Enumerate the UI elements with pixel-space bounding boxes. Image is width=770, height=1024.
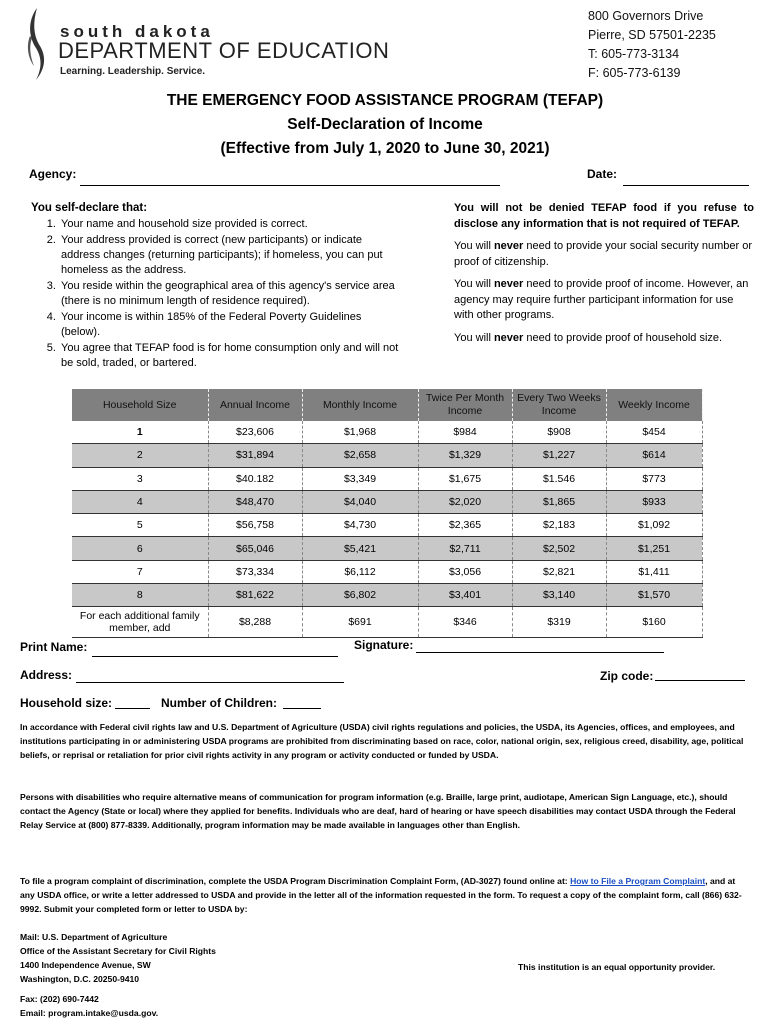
table-row: 2 $31,894 $2,658 $1,329 $1,227 $614 xyxy=(72,444,702,467)
rights-ssn: You will never need to provide your social security number or proof of citizenship. xyxy=(454,240,752,268)
effective-dates: (Effective from July 1, 2020 to June 30, 2021) xyxy=(220,140,550,157)
nondiscrimination-statement: In accordance with Federal civil rights law and U.S. Department of Agriculture (USDA) civil rights regulations and policies, the USDA, its Agencies, offices, and employees, and institutions participating in or administering USDA programs are prohibited from discriminating based on race, color, national origin, sex, religious creed, disability, age, political beliefs, or reprisal or retaliation for prior civil rights activity in any program or activity conducted or funded by USDA. xyxy=(20,722,744,760)
signature-label: Signature: xyxy=(354,638,414,652)
equal-opportunity-statement: This institution is an equal opportunity provider. xyxy=(518,962,716,972)
col-annual: Annual Income xyxy=(208,389,302,421)
declaration-item-1: 1. Your name and household size provided is correct. xyxy=(59,217,401,232)
logo-line1: south dakota xyxy=(60,22,214,41)
self-declaration xyxy=(31,201,401,372)
income-guidelines-table xyxy=(72,389,703,638)
table-row: 7 $73,334 $6,112 $3,056 $2,821 $1,411 xyxy=(72,560,702,583)
rights-refusal: You will not be denied TEFAP food if you refuse to disclose any information that is not required of TEFAP. xyxy=(454,202,754,230)
print-name-label: Print Name: xyxy=(20,640,88,654)
complaint-form-link[interactable]: How to File a Program Complaint xyxy=(570,876,706,886)
table-row: 6 $65,046 $5,421 $2,711 $2,502 $1,251 xyxy=(72,537,702,560)
table-row: 8 $81,622 $6,802 $3,401 $3,140 $1,570 xyxy=(72,584,702,607)
office-address xyxy=(588,7,716,83)
agency-field[interactable] xyxy=(80,185,500,186)
address-fax: F: 605-773-6139 xyxy=(588,66,681,80)
table-row: 4 $48,470 $4,040 $2,020 $1,865 $933 xyxy=(72,490,702,513)
household-size-label: Household size: xyxy=(20,696,113,710)
participant-rights xyxy=(454,201,754,353)
zip-label: Zip code: xyxy=(600,669,654,683)
children-label: Number of Children: xyxy=(161,696,277,710)
col-weekly: Weekly Income xyxy=(606,389,702,421)
address-city: Pierre, SD 57501-2235 xyxy=(588,28,716,42)
address-street: 800 Governors Drive xyxy=(588,9,704,23)
date-label: Date: xyxy=(587,167,618,181)
usda-fax: Fax: (202) 690-7442 xyxy=(20,994,99,1004)
declaration-item-2: 2. Your address provided is correct (new participants) or indicate address changes (returning participants); if homeless, you can put homeless as the address. xyxy=(59,233,401,278)
table-row: 5 $56,758 $4,730 $2,365 $2,183 $1,092 xyxy=(72,514,702,537)
usda-mailing-address: Mail: U.S. Department of Agriculture Office of the Assistant Secretary for Civil Rights 1400 Independence Avenue, SW Washington, D.C. 20250-9410 xyxy=(20,932,216,984)
zip-field[interactable] xyxy=(655,680,745,681)
date-field[interactable] xyxy=(623,185,749,186)
table-row: For each additional family member, add $8,288 $691 $346 $319 $160 xyxy=(72,607,702,638)
address-phone: T: 605-773-3134 xyxy=(588,47,680,61)
declaration-heading: You self-declare that: xyxy=(31,202,148,214)
address-field[interactable] xyxy=(76,682,344,683)
rights-income: You will never need to provide proof of income. However, an agency may require further participant information for use with other programs. xyxy=(454,278,749,321)
household-size-field[interactable] xyxy=(115,708,150,709)
signature-field[interactable] xyxy=(416,652,664,653)
declaration-item-3: 3. You reside within the geographical area of this agency's service area (there is no minimum length of residence required). xyxy=(59,279,401,309)
declaration-item-4: 4. Your income is within 185% of the Federal Poverty Guidelines (below). xyxy=(59,310,401,340)
complaint-instructions: To file a program complaint of discrimination, complete the USDA Program Discrimination Complaint Form, (AD-3027) found online at: How to File a Program Complaint, and at any USDA office, or write a letter addressed to USDA and provide in the letter all of the information requested in the form. To request a copy of the complaint form, call (866) 632-9992. Submit your completed form or letter to USDA by: xyxy=(20,876,742,914)
form-title: Self-Declaration of Income xyxy=(287,116,483,133)
table-row: 1 $23,606 $1,968 $984 $908 $454 xyxy=(72,421,702,444)
print-name-field[interactable] xyxy=(92,656,338,657)
declaration-item-5: 5. You agree that TEFAP food is for home consumption only and will not be sold, traded, or bartered. xyxy=(59,341,401,371)
accessibility-statement: Persons with disabilities who require alternative means of communication for program information (e.g. Braille, large print, audiotape, American Sign Language, etc.), should contact the Agency (State or local) where they applied for benefits. Individuals who are deaf, hard of hearing or have speech disabilities may contact USDA through the Federal Relay Service at (800) 877-8339. Additionally, program information may be made available in languages other than English. xyxy=(20,792,736,830)
rights-household: You will never need to provide proof of household size. xyxy=(454,331,723,344)
program-title: THE EMERGENCY FOOD ASSISTANCE PROGRAM (TEFAP) xyxy=(166,92,604,109)
col-household-size: Household Size xyxy=(72,389,208,421)
address-label: Address: xyxy=(20,668,73,682)
logo-tagline: Learning. Leadership. Service. xyxy=(60,66,206,77)
sd-doe-logo-icon xyxy=(24,6,50,82)
table-header-row xyxy=(72,389,702,421)
usda-email: Email: program.intake@usda.gov. xyxy=(20,1008,159,1018)
col-monthly: Monthly Income xyxy=(302,389,418,421)
agency-label: Agency: xyxy=(29,167,77,181)
col-biweekly: Every Two Weeks Income xyxy=(512,389,606,421)
col-twice-monthly: Twice Per Month Income xyxy=(418,389,512,421)
logo-line2: DEPARTMENT OF EDUCATION xyxy=(58,38,390,63)
children-field[interactable] xyxy=(283,708,321,709)
table-row: 3 $40.182 $3,349 $1,675 $1.546 $773 xyxy=(72,467,702,490)
